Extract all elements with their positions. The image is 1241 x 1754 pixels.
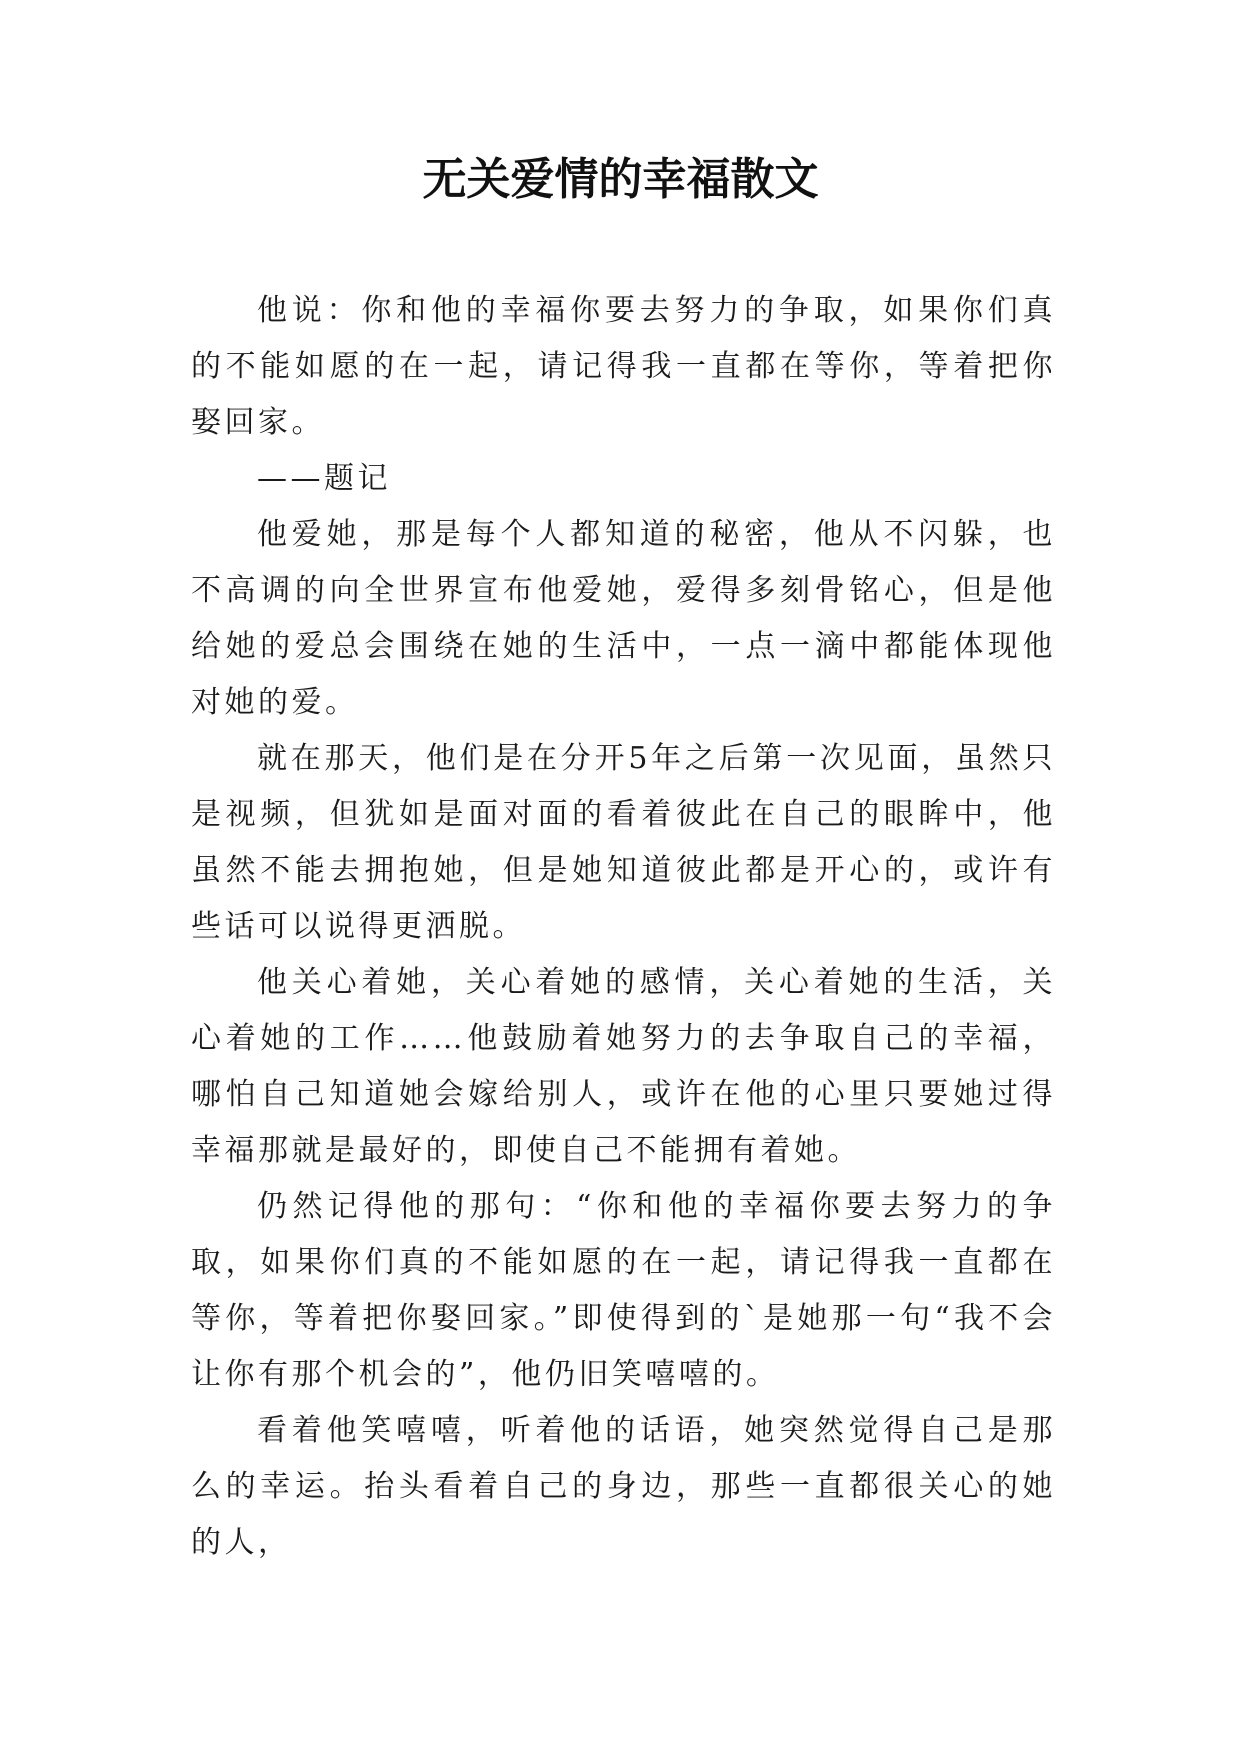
document-body	[191, 283, 1056, 1571]
paragraph-intro-quote: 他说：你和他的幸福你要去努力的争取，如果你们真的不能如愿的在一起，请记得我一直都在等你，等着把你娶回家。	[191, 293, 1056, 440]
paragraph-epigraph-note: ——题记	[257, 461, 391, 496]
document-title: 无关爱情的幸福散文	[422, 154, 819, 205]
paragraph: 看着他笑嘻嘻，听着他的话语，她突然觉得自己是那么的幸运。抬头看着自己的身边，那些一直都很关心的她的人，	[191, 1413, 1056, 1560]
paragraph: 他爱她，那是每个人都知道的秘密，他从不闪躲，也不高调的向全世界宣布他爱她，爱得多刻骨铭心，但是他给她的爱总会围绕在她的生活中，一点一滴中都能体现他对她的爱。	[191, 517, 1056, 720]
paragraph: 就在那天，他们是在分开5年之后第一次见面，虽然只是视频，但犹如是面对面的看着彼此在自己的眼眸中，他虽然不能去拥抱她，但是她知道彼此都是开心的，或许有些话可以说得更洒脱。	[191, 741, 1056, 944]
paragraph: 他关心着她，关心着她的感情，关心着她的生活，关心着她的工作……他鼓励着她努力的去争取自己的幸福，哪怕自己知道她会嫁给别人，或许在他的心里只要她过得幸福那就是最好的，即使自己不能拥有着她。	[191, 965, 1056, 1168]
paragraph: 仍然记得他的那句：“你和他的幸福你要去努力的争取，如果你们真的不能如愿的在一起，请记得我一直都在等你，等着把你娶回家。”即使得到的`是她那一句“我不会让你有那个机会的”，他仍旧笑嘻嘻的。	[191, 1189, 1056, 1392]
